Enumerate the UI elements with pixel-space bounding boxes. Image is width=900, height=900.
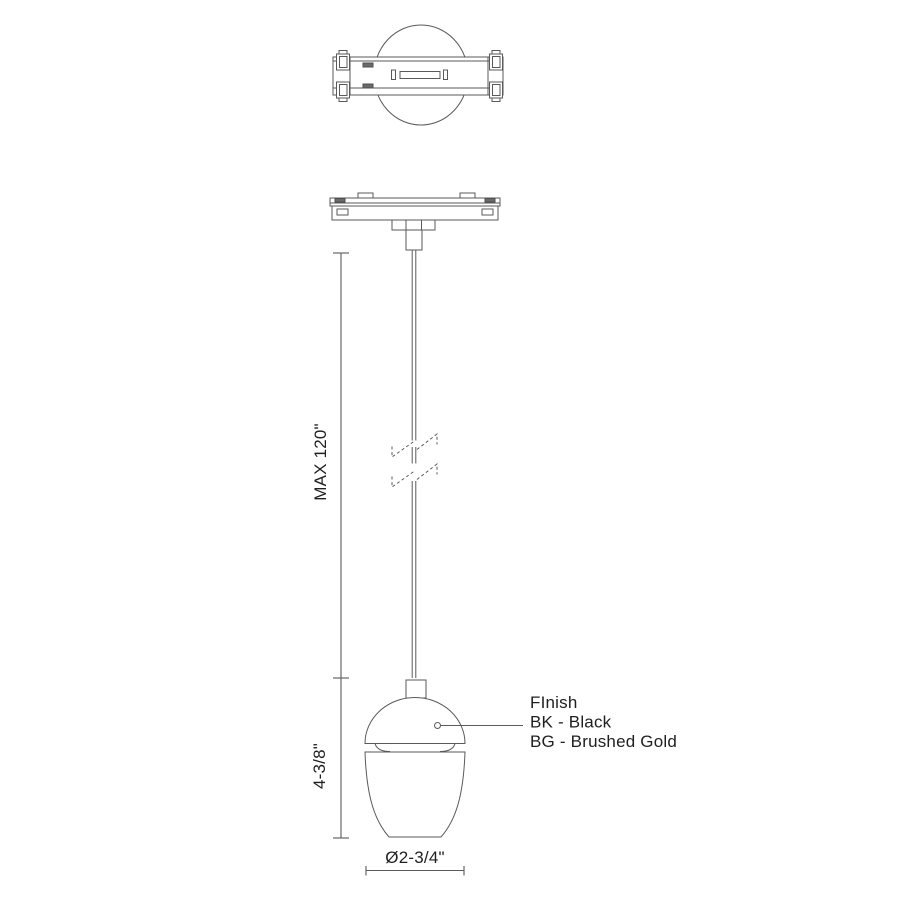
corner-clip-bottom-left: [337, 82, 350, 102]
finish-option-black: BK - Black: [530, 712, 612, 732]
suspension-cable: [392, 250, 437, 678]
adapter-tab-right: [460, 193, 475, 198]
corner-clip-bottom-right: [490, 82, 503, 102]
adapter-contact-left: [335, 199, 345, 203]
break-mark-upper: [392, 434, 437, 457]
dimension-label-max-drop: MAX 120": [311, 423, 330, 501]
wire-slot-top: [363, 63, 373, 67]
pendant-dome: [365, 698, 465, 744]
finish-annotation: [435, 693, 678, 751]
adapter-stem-block: [406, 230, 422, 250]
mount-bracket-body: [333, 57, 503, 95]
dimension-diameter: [366, 848, 464, 876]
pendant-socket: [406, 680, 426, 698]
adapter-contact-right: [485, 199, 495, 203]
pendant-neck-fillet-right: [440, 744, 455, 752]
corner-clip-top-left: [337, 51, 350, 71]
dimension-vertical: [310, 253, 349, 838]
canopy-top-view: [333, 25, 503, 125]
adapter-step: [392, 220, 435, 230]
dimension-label-diameter: Ø2-3/4": [385, 848, 445, 867]
finish-option-brushed-gold: BG - Brushed Gold: [530, 732, 678, 751]
pendant-shade: [365, 752, 465, 837]
pendant-neck-fillet-left: [375, 744, 390, 752]
corner-clip-top-right: [490, 51, 503, 71]
break-mark-lower: [392, 464, 437, 487]
dimension-label-fixture-height: 4-3/8": [310, 743, 329, 789]
adapter-top-plate: [330, 198, 500, 206]
track-adapter-side-view: [330, 193, 500, 250]
adapter-tab-left: [358, 193, 373, 198]
adapter-body: [332, 206, 498, 220]
pendant-fixture: [365, 680, 465, 837]
finish-title: FInish: [530, 693, 578, 712]
leader-dot: [435, 723, 441, 729]
wire-slot-bottom: [363, 84, 373, 88]
